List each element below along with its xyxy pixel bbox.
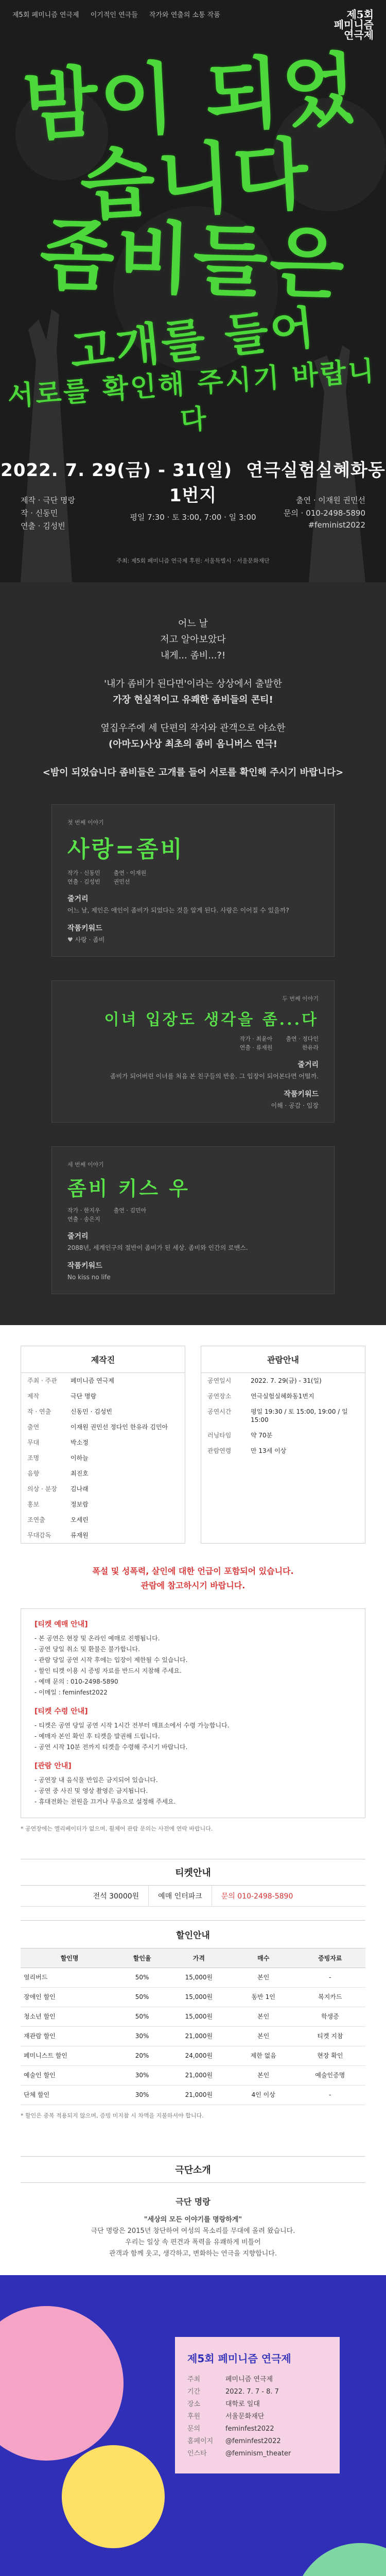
poster-title [0,44,386,438]
production-row [21,1481,185,1497]
decor-blob [0,2306,124,2461]
production-heading: 제작진 [21,1346,185,1373]
production-value: 박소정 [71,1439,89,1446]
discount-cell: - [295,1968,365,1988]
guide-row [201,1404,365,1428]
guide-row [201,1443,365,1459]
production-key: 제작 [27,1393,40,1400]
production-key: 무대감독 [27,1532,51,1539]
production-row [21,1497,185,1512]
notice-line: - 공연 시작 10분 전까지 티켓을 수령해 주시기 바랍니다. [34,1743,188,1751]
guide-table [201,1373,365,1459]
festival-value: @feminism_theater [225,2450,291,2458]
keyword-text: 이해 · 공감 · 입장 [271,1102,319,1109]
discount-table [21,1948,365,2105]
play-crew [67,1206,319,1224]
production-row [21,1466,185,1481]
crew-item: 연출 · 류재원 [239,1044,273,1051]
poster-tag-1: 제5회 페미니즘 연극제 [12,11,79,19]
discount-column-header: 할인명 [21,1948,118,1968]
festival-row [187,2423,327,2435]
guide-row [201,1388,365,1404]
play-card-2 [51,980,335,1123]
credit-item: 작 · 신동민 [21,509,58,518]
production-value: 최진호 [71,1470,89,1477]
story-section [0,582,386,1325]
discount-cell: 15,000원 [166,2007,232,2027]
crew-group [286,1035,319,1052]
discount-cell: 본인 [232,1968,295,1988]
production-key: 음향 [27,1470,40,1477]
intro-line: (아마도)사상 최초의 좀비 옴니버스 연극! [109,739,277,750]
credit-item: 출연 · 이재원 권민선 [296,496,365,505]
play-card-3 [51,1146,335,1294]
festival-key: 인스타 [187,2450,207,2458]
keyword-text: ♥ 사랑 · 좀비 [67,936,105,943]
play-order: 첫 번째 이야기 [67,819,104,826]
play-title: 사랑=좀비 [67,836,184,862]
keyword-label: 작품키워드 [67,1262,102,1270]
content-warning [21,1564,365,1593]
production-row [21,1388,185,1404]
festival-row [187,2411,327,2423]
discount-cell: 청소년 할인 [21,2007,118,2027]
festival-key: 홈페이지 [187,2437,214,2445]
guide-panel [201,1346,365,1544]
production-value: 극단 명랑 [71,1393,97,1400]
production-key: 조연출 [27,1516,45,1523]
discount-cell: 15,000원 [166,1968,232,1988]
intro-line: '내가 좀비가 된다면'이라는 상상에서 출발한 [104,679,282,689]
discount-cell: 24,000원 [166,2046,232,2066]
discount-cell: 예술인증명 [295,2066,365,2086]
crew-item: 작가 · 최윤아 [239,1036,273,1042]
festival-row [187,2435,327,2448]
guide-row [201,1373,365,1388]
production-key: 의상 · 분장 [27,1485,57,1493]
discount-cell: 50% [118,1988,166,2007]
guide-key: 공연시간 [207,1408,232,1415]
production-row [21,1450,185,1466]
production-value: 신동민 · 김성빈 [71,1408,112,1415]
festival-key: 주최 [187,2376,201,2383]
credit-item: 연출 · 김성빈 [21,521,65,531]
title-line-3: 고개를 들어 [67,300,319,379]
discount-note: * 할인은 중복 적용되지 않으며, 증빙 미지참 시 차액을 지불하셔야 합니다. [21,2112,204,2119]
festival-value: 대학로 일대 [225,2400,260,2408]
production-value: 오세린 [71,1516,89,1523]
discount-column-header: 할인율 [118,1948,166,1968]
notice-title: [티켓 예매 안내] [34,1620,88,1629]
discount-column-header: 매수 [232,1948,295,1968]
badge-line-1: 제5회 [346,8,374,21]
discount-cell: 제한 없음 [232,2046,295,2066]
guide-key: 러닝타임 [207,1432,232,1439]
discount-cell: 재관람 할인 [21,2027,118,2046]
badge-line-3: 연극제 [344,29,374,41]
ticket-section [0,1843,386,2130]
credit-item: 문의 · 010-2498-5890 [283,509,365,518]
festival-key: 장소 [187,2400,201,2408]
festival-value: 페미니즘 연극제 [225,2376,273,2383]
credit-item: 제작 · 극단 명랑 [21,496,76,505]
discount-cell: 본인 [232,2027,295,2046]
story-label: 줄거리 [67,895,89,903]
discount-cell: 본인 [232,2066,295,2086]
ticket-booking: 예매 인터파크 [149,1886,212,1906]
festival-key: 기간 [187,2388,201,2396]
notice-footer: * 공연장에는 엘리베이터가 없으며, 휠체어 관람 문의는 사전에 연락 바랍니다. [21,1825,213,1832]
keyword-text: No kiss no life [67,1274,111,1281]
discount-cell: 30% [118,2086,166,2105]
decor-blob [293,2543,386,2576]
production-key: 홍보 [27,1501,40,1508]
crew-item: 출연 · 정다인 [286,1036,319,1042]
crew-group [114,1206,147,1224]
crew-group [240,1035,273,1052]
discount-cell: 30% [118,2027,166,2046]
festival-badge [334,9,374,40]
festival-value: 서울문화재단 [225,2413,265,2420]
guide-value: 연극실험실혜화동1번지 [251,1393,314,1400]
festival-row [187,2374,327,2386]
discount-cell: 50% [118,2007,166,2027]
poster-tag-3: 작가와 연출의 소통 작품 [149,11,220,19]
discount-cell: 본인 [232,2007,295,2027]
production-value: 이하늘 [71,1454,89,1462]
production-table [21,1373,185,1543]
guide-heading: 관람안내 [201,1346,365,1373]
production-row [21,1512,185,1528]
play-title: 좀비 키스 우 [67,1177,190,1200]
production-row [21,1419,185,1435]
play-order: 두 번째 이야기 [282,995,319,1002]
play-crew [67,869,319,886]
festival-rows [187,2374,327,2460]
production-key: 조명 [27,1454,40,1462]
production-row [21,1404,185,1419]
production-value: 류재원 [71,1532,89,1539]
poster-header [12,9,374,40]
festival-value: 2022. 7. 7 - 8. 7 [225,2388,279,2396]
discount-cell: 20% [118,2046,166,2066]
play-order: 세 번째 이야기 [67,1161,104,1168]
festival-card-title: 제5회 페미니즘 연극제 [187,2352,291,2365]
title-line-1: 밤이 되었습니다 [21,44,361,231]
production-value: 이재원 권민선 정다인 한유라 김민아 [71,1423,168,1431]
discount-cell: 21,000원 [166,2066,232,2086]
production-key: 주최 · 주관 [27,1377,57,1384]
ticket-row [21,1886,365,1907]
crew-item: 한유라 [302,1044,319,1051]
notice-line: - 휴대전화는 전원을 끄거나 무음으로 설정해 주세요. [34,1798,176,1805]
guide-value: 2022. 7. 29(금) - 31(일) [251,1377,322,1384]
crew-item: 작가 · 한지우 [67,1207,100,1214]
notice-line: - 공연 당일 취소 및 환불은 불가합니다. [34,1646,140,1653]
notice-box [21,1608,365,1818]
notice-line: - 관람 당일 공연 시작 후에는 입장이 제한될 수 있습니다. [34,1656,188,1664]
story-text: 좀비가 되어버린 이녀를 처음 본 친구들의 반응. 그 입장이 되어본다면 어떨까. [110,1073,319,1080]
credits-left [21,495,75,533]
intro-line: 가장 현실적이고 유쾌한 좀비들의 콘티! [113,694,273,705]
theater-heading: 극단소개 [21,2156,365,2183]
discount-cell: 4인 이상 [232,2086,295,2105]
festival-row [187,2398,327,2411]
intro-line: <밤이 되었습니다 좀비들은 고개를 들어 서로를 확인해 주시기 바랍니다> [42,767,344,778]
guide-key: 관람연령 [207,1447,232,1454]
production-value: 정보람 [71,1501,89,1508]
discount-column-header: 가격 [166,1948,232,1968]
discount-cell: 장애인 할인 [21,1988,118,2007]
discount-cell: 21,000원 [166,2086,232,2105]
play-title: 이녀 입장도 생각을 좀...다 [104,1011,319,1029]
crew-item: 연출 · 김성빈 [67,878,100,885]
play-card-1 [51,804,335,957]
intro-paragraph-4 [21,765,365,781]
poster-credits [21,495,365,533]
discount-cell: 얼리버드 [21,1968,118,1988]
intro-line: 옆집우주에 세 단편의 작자와 관객으로 야쇼한 [100,723,286,734]
story-label: 줄거리 [67,1232,89,1241]
title-line-4: 서로를 확인해 주시기 바랍니다 [6,355,377,436]
discount-row [21,2086,365,2105]
discount-row [21,2046,365,2066]
intro-paragraph-2 [21,676,365,708]
theater-line: "세상의 모든 이야기를 명랑하게" [144,2216,242,2224]
notice-line: - 할인 티켓 이용 시 증빙 자료를 반드시 지참해 주세요. [34,1667,182,1674]
discount-cell: 티켓 지참 [295,2027,365,2046]
production-panel [21,1346,185,1544]
notice-line: - 이메일 : feminfest2022 [34,1689,108,1696]
keyword-label: 작품키워드 [284,1090,319,1098]
discount-cell: 동반 1인 [232,1988,295,2007]
theater-line: 관객과 함께 웃고, 생각하고, 변화하는 연극을 지향합니다. [109,2250,277,2258]
crew-item: 연출 · 송은지 [67,1216,100,1223]
crew-group [67,869,100,886]
production-value: 페미니즘 연극제 [71,1377,114,1384]
festival-row [187,2386,327,2398]
discount-row [21,2007,365,2027]
crew-item: 출연 · 이재원 [113,870,147,876]
story-text: 2088년, 세계인구의 절반이 좀비가 된 세상. 좀비와 인간의 로맨스. [67,1244,248,1251]
crew-item: 권민선 [113,878,130,885]
festival-key: 문의 [187,2425,201,2433]
intro-text [21,598,365,781]
discount-cell: 학생증 [295,2007,365,2027]
festival-key: 후원 [187,2413,201,2420]
ticket-price: 전석 30000원 [84,1886,149,1906]
ticket-heading: 티켓안내 [21,1859,365,1886]
hero-poster [0,0,386,582]
discount-column-header: 증빙자료 [295,1948,365,1968]
crew-item: 출연 · 김민아 [113,1207,147,1214]
guide-row [201,1428,365,1443]
discount-cell: 30% [118,2066,166,2086]
crew-group [67,1206,100,1224]
notice-title: [관람 안내] [34,1762,72,1770]
festival-section [0,2275,386,2576]
title-line-2: 좀비들은 [38,210,348,311]
credits-right [284,495,365,533]
ticket-contact: 문의 010-2498-5890 [221,1892,293,1901]
warning-line: 폭설 및 성폭력, 살인에 대한 언급이 포함되어 있습니다. [92,1566,294,1576]
production-key: 출연 [27,1423,40,1431]
notice-line: - 공연장 내 음식물 반입은 금지되어 있습니다. [34,1776,158,1784]
decor-blob [62,2445,165,2548]
festival-value: @feminfest2022 [225,2437,281,2445]
production-value: 김나래 [71,1485,89,1493]
intro-line: 내게... 좀비...?! [160,650,226,661]
discount-cell: 50% [118,1968,166,1988]
discount-cell: 15,000원 [166,1988,232,2007]
production-key: 무대 [27,1439,40,1446]
theater-line: 우리는 일상 속 편견과 폭력을 유쾌하게 비틀어 [125,2239,261,2246]
discount-row [21,2027,365,2046]
credit-item: #feminist2022 [308,520,365,530]
intro-line: 저고 알아보았다 [160,634,226,645]
discount-cell: 단체 할인 [21,2086,118,2105]
discount-heading: 할인안내 [21,1920,365,1948]
discount-row [21,2066,365,2086]
notice-title: [티켓 수령 안내] [34,1707,88,1716]
discount-row [21,1968,365,1988]
production-row [21,1435,185,1450]
theater-intro-section [0,2130,386,2275]
poster-footer: 주최: 제5회 페미니즘 연극제 후원: 서울특별시 · 서울문화재단 [116,557,270,564]
production-key: 작 · 연출 [27,1408,51,1415]
notice-line: - 본 공연은 현장 및 온라인 예매로 진행됩니다. [34,1635,160,1642]
guide-value: 만 13세 이상 [251,1447,287,1454]
production-row [21,1373,185,1388]
discount-cell: 예술인 할인 [21,2066,118,2086]
discount-cell: 복지카드 [295,1988,365,2007]
intro-paragraph-1 [21,616,365,664]
notice-line: - 공연 중 사진 및 영상 촬영은 금지됩니다. [34,1787,148,1794]
poster-schedule: 평일 7:30 · 토 3:00, 7:00 · 일 3:00 [130,513,256,522]
story-text: 어느 날, 제인은 애인이 좀비가 되었다는 것을 알게 된다. 사랑은 이어질 수 있을까? [67,907,289,914]
festival-value: feminfest2022 [225,2425,274,2433]
info-section [0,1325,386,1843]
discount-cell: 페미니스트 할인 [21,2046,118,2066]
crew-item: 작가 · 신동민 [67,870,100,876]
warning-line: 관람에 참고하시기 바랍니다. [141,1581,245,1590]
poster-tag-2: 이기적인 연극들 [90,11,138,19]
story-label: 줄거리 [297,1061,319,1069]
info-columns [21,1346,365,1544]
notice-line: - 예매자 본인 확인 후 티켓을 발권해 드립니다. [34,1733,160,1740]
production-row [21,1528,185,1543]
guide-value: 평일 19:30 / 토 15:00, 19:00 / 일 15:00 [251,1408,348,1423]
badge-line-2: 페미니즘 [334,19,374,31]
poster-venue: 연극실험실혜화동1번지 [169,460,385,506]
discount-cell: 21,000원 [166,2027,232,2046]
keyword-label: 작품키워드 [67,924,102,933]
guide-key: 공연일시 [207,1377,232,1384]
festival-info-card [175,2337,340,2473]
crew-group [114,869,147,886]
intro-paragraph-3 [21,720,365,752]
discount-cell: - [295,2086,365,2105]
play-crew [67,1035,319,1052]
discount-cell: 현장 확인 [295,2046,365,2066]
festival-row [187,2448,327,2460]
notice-line: - 티켓은 공연 당일 공연 시작 1시간 전부터 매표소에서 수령 가능합니다. [34,1722,230,1729]
guide-value: 약 70분 [251,1432,273,1439]
discount-row [21,1988,365,2007]
theater-name: 극단 명랑 [176,2197,210,2207]
guide-key: 공연장소 [207,1393,232,1400]
notice-line: - 예매 문의 : 010-2498-5890 [34,1678,118,1685]
theater-line: 극단 명랑은 2015년 창단하여 여성의 목소리를 무대에 올려 왔습니다. [91,2227,295,2235]
intro-line: 어느 날 [178,618,208,629]
poster-date: 2022. 7. 29(금) - 31(일) [1,460,233,481]
